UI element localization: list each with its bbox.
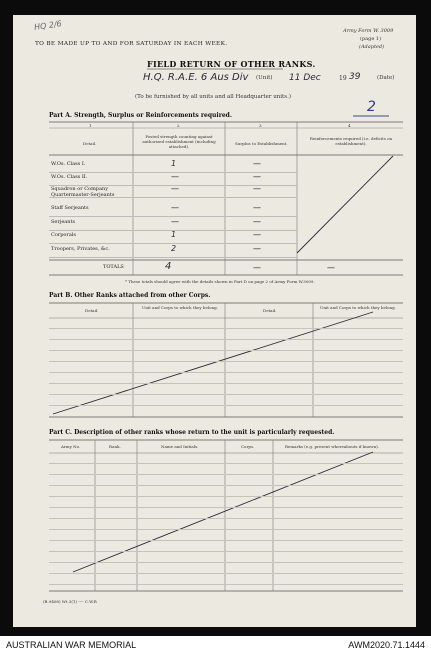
part-c-title: Part C. Description of other ranks whose return to the unit is particularly requested. [49, 429, 335, 436]
part-a-row-label: Corporals [51, 232, 76, 238]
part-a-strike-line [297, 156, 393, 253]
ruled-line [49, 372, 403, 373]
part-a-row-posted: — [171, 217, 179, 226]
part-a-row-label: Serjeants [51, 219, 76, 225]
part-a-row-label: Squadron or Company Quartermaster-Serjeants [51, 186, 115, 198]
ruled-line [49, 507, 403, 508]
top-notice: TO BE MADE UP TO AND FOR SATURDAY IN EACH WEEK. [35, 41, 228, 47]
ruled-line [49, 350, 403, 351]
archive-footer [0, 636, 431, 653]
totals-surplus: — [253, 263, 261, 272]
part-a-footnote: * These totals should agree with the details shown in Part D on page 2 of Army Form W.3009. [125, 279, 315, 284]
ruled-line [49, 485, 403, 486]
part-a-row-label: Staff Serjeants [51, 205, 89, 211]
date-label: (Date) [377, 75, 395, 81]
ruled-line [49, 339, 403, 340]
ruled-line [49, 394, 403, 395]
part-a-row-posted: — [171, 203, 179, 212]
part-a-row-rule [49, 197, 297, 198]
part-a-title: Part A. Strength, Surplus or Reinforcements required. [49, 112, 232, 119]
part-a-row-posted: — [171, 184, 179, 193]
ruled-line [49, 328, 403, 329]
part-c-strike-line [73, 452, 373, 572]
ruled-line [49, 529, 403, 530]
part-a-header-detail: Detail. [83, 141, 97, 146]
part-a-colnum-1: 1 [89, 123, 92, 128]
part-a-header-posted: Posted strength counting against authorized establishment (including attached). [142, 134, 216, 149]
ruled-line [49, 573, 403, 574]
part-a-row-surplus: — [253, 203, 261, 212]
corner-stamp: HQ 2/6 [33, 19, 63, 32]
part-b-header-unit-1: Unit and Corps to which they belong. [142, 305, 218, 310]
part-b-header-unit-2: Unit and Corps to which they belong. [320, 305, 396, 310]
ruled-line [49, 463, 403, 464]
part-a-colnum-3: 3 [259, 123, 262, 128]
part-a-row-surplus: — [253, 230, 261, 239]
day-handwritten: 11 Dec [289, 73, 321, 83]
part-c-header-rank: Rank. [109, 444, 121, 449]
part-a-row-label: W.Os. Class II. [51, 174, 88, 180]
part-a-row-label: Troopers, Privates, &c. [51, 246, 110, 252]
page-number: 2 [367, 99, 376, 115]
ruled-line [49, 496, 403, 497]
part-c-header-name: Name and Initials. [161, 444, 199, 449]
part-c-header-remarks: Remarks (e.g. present whereabouts if known). [285, 444, 380, 449]
printer-code: (B.9408) Wt.3(1) ---- C.W.R [43, 599, 97, 604]
part-a-row-surplus: — [253, 159, 261, 168]
unit-label: (Unit) [256, 75, 273, 81]
form-lines [13, 15, 416, 627]
part-a-row-surplus: — [253, 244, 261, 253]
ruled-line [49, 518, 403, 519]
ruled-line [49, 584, 403, 585]
part-b-header-detail-2: Detail. [263, 308, 277, 313]
part-b-header-detail-1: Detail. [85, 308, 99, 313]
part-a-row-posted: 2 [171, 244, 177, 253]
part-a-row-posted: 1 [171, 159, 177, 168]
ruled-line [49, 361, 403, 362]
part-b-title: Part B. Other Ranks attached from other Corps. [49, 292, 211, 299]
part-a-row-posted: — [171, 172, 179, 181]
part-a-row-surplus: — [253, 217, 261, 226]
part-a-header-reinf: Reinforcements required (i.e. deficits on establishment). [309, 136, 393, 146]
form-page [13, 15, 416, 627]
totals-label: TOTALS [103, 264, 124, 270]
part-a-row-label: W.Os. Class I. [51, 161, 86, 167]
year-prefix: 19 [339, 75, 347, 82]
part-c-header-armyno: Army No. [61, 444, 81, 449]
ruled-line [49, 562, 403, 563]
furnish-note: (To be furnished by all units and all Headquarter units.) [135, 94, 291, 100]
form-adapted: (Adapted) [359, 44, 385, 50]
part-a-colnum-2: 2 [177, 123, 180, 128]
ruled-line [49, 474, 403, 475]
form-title: FIELD RETURN OF OTHER RANKS. [147, 59, 316, 69]
part-c-header-corps: Corps. [241, 444, 255, 449]
archive-reference: AWM2020.71.1444 [348, 640, 425, 650]
part-a-row-posted: 1 [171, 230, 177, 239]
part-a-row-rule [49, 257, 297, 258]
form-page: (page 1) [360, 36, 382, 42]
unit-handwritten: H.Q. R.A.E. 6 Aus Div [143, 72, 249, 83]
ruled-line [49, 540, 403, 541]
ruled-line [49, 405, 403, 406]
ruled-line [49, 383, 403, 384]
part-a-row-surplus: — [253, 184, 261, 193]
form-id: Army Form W. 3009 [343, 28, 394, 34]
part-a-row-surplus: — [253, 172, 261, 181]
part-a-colnum-4: 4 [348, 123, 351, 128]
archive-name: AUSTRALIAN WAR MEMORIAL [6, 640, 137, 650]
ruled-line [49, 551, 403, 552]
year-handwritten: 39 [349, 72, 361, 82]
totals-reinf: — [327, 263, 335, 272]
part-a-header-surplus: Surplus to Establishment. [235, 141, 288, 146]
totals-posted: 4 [165, 261, 172, 272]
